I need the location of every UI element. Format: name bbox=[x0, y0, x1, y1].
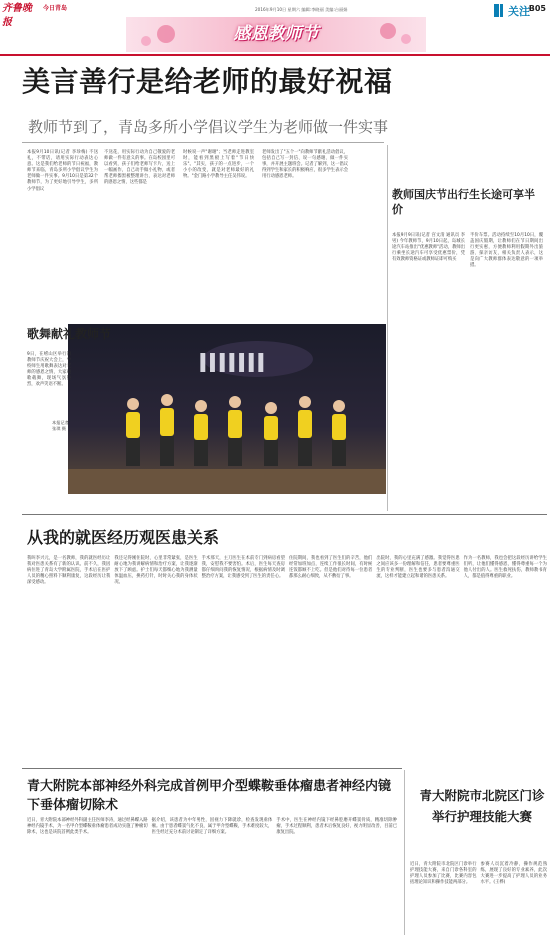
page-number: B05 bbox=[528, 4, 546, 13]
story3-body bbox=[27, 818, 397, 933]
story1-column: 时候说一声"谢谢"；当老师走进教室时，能看到黑板上写着"节日快乐"。"其实，孩子的一点进步，一个小小的改变，就是对老师最好的礼物。"金门路小学教导主任吴伟说。 bbox=[183, 150, 254, 180]
photo-caption: 9日，在崂山区举行的教师节庆祝大会上，学校师生用歌舞表达对老师的感恩之情，大家载歌载舞，现场气氛热烈，欢声笑语不断。 bbox=[27, 352, 71, 388]
story1-column: 本报9月10日讯(记者 李珍梅) 不送礼，不带话，请用实际行动表达心意。这是我们给老师的节日祝福，教师节来临，青岛多所小学倡议学生为老师做一件实事。9月10日是第32个教师节，为了更好地引导学生，多所小学倡议 bbox=[27, 150, 98, 192]
newspaper-logo: 齐鲁晚报 bbox=[2, 3, 32, 28]
stage-photo bbox=[68, 324, 386, 494]
story1-column: 老师发出了"五个一"向教师节献礼活动倡议，包括自己写一封信、说一句感谢、做一件实事，并开展主题班会。记者了解到，这一倡议得到学生和家长的积极响应，很多学生表示会用行动感恩老师。 bbox=[262, 150, 348, 180]
story3-column: 近日，青大附院本部神经外科副主任医师李涛，通过经鼻蝶入路神经内镜手术，为一名甲介型蝶鞍垂体瘤患者成功实施了肿瘤切除术，这也是该院首例此类手术。 bbox=[27, 818, 148, 836]
photo-credit: 本报记者 张琪 摄 bbox=[52, 420, 69, 431]
story2-column: 作为一名教师，我也会把这段经历讲给学生们听，让他们懂得感恩，懂得尊重每一个为他人付出的人。医生救死扶伤，教师教书育人，都是值得尊重的职业。 bbox=[463, 556, 547, 580]
story1-column: 不送花，用实际行动为自己敬爱的老师做一件有意义的事。在岛校园里可以看到，孩子们给老师写卡片，送上一幅画作，自己动手做小礼物，或者帮老师擦黑板整理讲台，表达对老师的感恩之情，这些都是 bbox=[104, 150, 175, 186]
sidebar-headline: 教师国庆节出行生长途可享半价 bbox=[392, 188, 535, 216]
story2-rule bbox=[22, 514, 547, 515]
story2-column: 我还记得刚住院时，心里非常紧张，是医生耐心地为我讲解病情和治疗方案，让我逐渐放下了顾虑。护士们每天都细心地为我测量体温血压，换药打针，时时关心我的身体状况。 bbox=[114, 556, 198, 586]
story1-rule bbox=[22, 142, 384, 143]
sidebar-column: 本报9月9日讯(记者 宫文清 通讯员 李男) 今年教师节，9月10日起，岛城长途汽车站推出"优惠教师"活动，教师出行乘坐长途汽车可享受优惠票价，凭有效教师资格证或教师证即可购买 bbox=[392, 233, 465, 263]
story4-body bbox=[410, 862, 547, 934]
section-tag: 今日青岛 bbox=[43, 5, 68, 12]
story2-body bbox=[27, 556, 547, 761]
sidebar-column: 半价车票。活动持续至10月10日，覆盖国庆假期，让教师们在节日期间出行更实惠，方便教师利用假期外出旅游、探亲访友，相关负责人表示，这是向广大教师群体表达敬意的一项举措。 bbox=[470, 233, 543, 269]
story2-column: 住院期间，我也看到了医生们的辛苦，他们经常加班加点，连续工作很长时间，有时候连饭都顾不上吃。但是他们对待每一位患者都那么耐心细致，从不敷衍了事。 bbox=[288, 556, 373, 580]
story4-column: 参赛人员沉着冷静，操作规范熟练，展现了良好的专业素养，此次大赛进一步提高了护理人员的业务水平。(王桦) bbox=[480, 862, 547, 886]
story3-rule bbox=[22, 768, 402, 769]
story1-headline: 美言善行是给老师的最好祝福 bbox=[22, 65, 393, 98]
section-name: 关注 bbox=[508, 5, 530, 18]
story2-column: 手术那天，主刀医生在术前专门到病房看望我，安慰我不要害怕。术后，医生每天查房都仔细询问我的恢复情况，根据病情及时调整治疗方案，让我感受到了医生的责任心。 bbox=[201, 556, 285, 580]
photo-caption-headline: 歌舞献礼教师节 bbox=[27, 327, 112, 341]
story2-column: 出院时，我的心里充满了感激。我觉得医患之间应该多一份理解和信任，患者要尊重医生的专业判断，医生也要多与患者沟通交流，这样才能建立起和谐的医患关系。 bbox=[376, 556, 460, 580]
festival-banner bbox=[126, 17, 426, 52]
story3-column: 手术中，医生在神经内镜下经鼻腔磨开蝶窦骨质，精准切除肿瘤，手术过程顺利，患者术后恢复良好，视力明显改善，目前已康复出院。 bbox=[276, 818, 398, 836]
story3-headline: 青大附院本部神经外科完成首例甲介型蝶鞍垂体瘤患者神经内镜下垂体瘤切除术 bbox=[27, 779, 392, 813]
story4-column: 近日，青大附院市北院区门诊举行护理技能大赛，来自门诊各科室的护理人员参加了比赛，比赛内容包括理论知识和操作技能两部分。 bbox=[410, 862, 477, 886]
banner-title: 感恩教师节 bbox=[233, 24, 319, 44]
column-divider bbox=[404, 770, 405, 935]
story1-subheadline: 教师节到了，青岛多所小学倡议学生为老师做一件实事 bbox=[28, 118, 389, 136]
svg-text:IIIIIII: IIIIIII bbox=[198, 349, 266, 379]
story2-column: 我叫李兴元，是一名教师，我的就医经历让我对医患关系有了新的认识。前不久，我因病住进了青岛大学附属医院，手术后在医护人员的精心照料下顺利康复，这段经历让我深受感动。 bbox=[27, 556, 111, 586]
section-badge bbox=[494, 2, 546, 19]
story4-headline: 青大附院市北院区门诊举行护理技能大赛 bbox=[419, 788, 545, 824]
story2-headline: 从我的就医经历观医患关系 bbox=[27, 528, 220, 547]
masthead-rule bbox=[0, 54, 550, 56]
issue-meta: 2016年9月10日 星期六 编辑:李晓丽 美编:台丽娟 bbox=[255, 7, 348, 12]
story3-column: 据介绍，该患者为中年男性，因视力下降就诊，检查发现垂体瘤。由于患者蝶窦气化不良，属于甲介型蝶鞍，手术难度较大，医生经过充分术前讨论制定了详细方案。 bbox=[151, 818, 273, 836]
column-divider bbox=[387, 145, 388, 511]
sidebar-body bbox=[392, 233, 543, 513]
performers-illustration bbox=[68, 324, 386, 494]
